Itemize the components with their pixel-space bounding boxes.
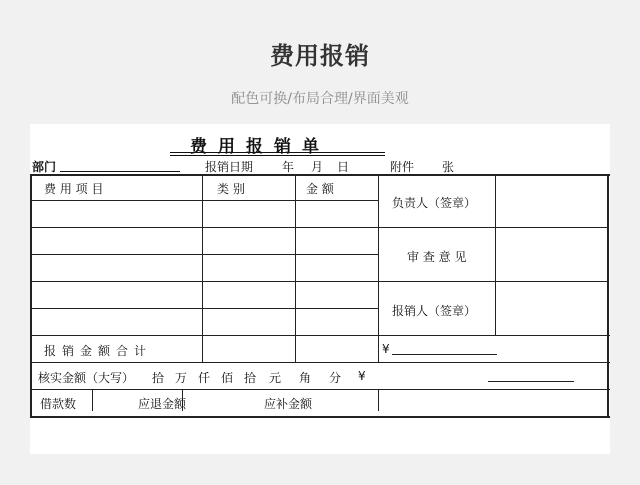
header-amount: 金 额 bbox=[306, 182, 334, 196]
day-label: 日 bbox=[337, 160, 350, 174]
grid-line bbox=[378, 174, 379, 362]
year-label: 年 bbox=[282, 160, 295, 174]
grid-line bbox=[378, 227, 608, 228]
unit-bai: 佰 bbox=[221, 371, 234, 385]
responsible-label: 负责人（签章） bbox=[392, 196, 477, 210]
review-label: 审 查 意 见 bbox=[407, 250, 467, 264]
supplement-label: 应补金额 bbox=[264, 397, 313, 411]
total-amount-field[interactable] bbox=[392, 354, 497, 355]
header-item: 费 用 项 目 bbox=[44, 182, 104, 196]
expense-form-sheet bbox=[30, 124, 610, 454]
verified-label: 核实金额（大写） bbox=[38, 371, 135, 385]
attach-label: 附件 bbox=[390, 160, 415, 174]
grid-line bbox=[607, 174, 609, 417]
grid-line bbox=[202, 174, 203, 362]
page-subtitle: 配色可换/布局合理/界面美观 bbox=[231, 91, 409, 107]
unit-yen: ¥ bbox=[358, 369, 366, 383]
unit-yuan: 元 bbox=[269, 371, 282, 385]
sheet-unit-label: 张 bbox=[442, 160, 455, 174]
unit-qian: 仟 bbox=[198, 371, 211, 385]
page-title: 费用报销 bbox=[270, 42, 370, 70]
grid-line bbox=[30, 308, 378, 309]
grid-line bbox=[378, 281, 608, 282]
form-grid bbox=[30, 124, 610, 454]
total-label: 报销金额合计 bbox=[44, 344, 153, 358]
form-title: 费用报销单 bbox=[190, 137, 330, 157]
loan-label: 借款数 bbox=[40, 397, 77, 411]
grid-line bbox=[92, 389, 93, 411]
currency-symbol: ¥ bbox=[382, 342, 390, 356]
grid-line bbox=[30, 389, 610, 390]
unit-fen: 分 bbox=[329, 371, 342, 385]
grid-line bbox=[30, 416, 610, 418]
grid-line bbox=[30, 200, 378, 201]
verified-amount-field[interactable] bbox=[488, 381, 574, 382]
grid-line bbox=[30, 174, 32, 417]
grid-line bbox=[378, 389, 379, 411]
grid-line bbox=[295, 174, 296, 362]
unit-jiao: 角 bbox=[299, 371, 312, 385]
header-category: 类 别 bbox=[217, 182, 245, 196]
month-label: 月 bbox=[311, 160, 324, 174]
date-label: 报销日期 bbox=[205, 160, 254, 174]
grid-line bbox=[30, 362, 610, 363]
grid-line bbox=[30, 254, 378, 255]
claimant-label: 报销人（签章） bbox=[392, 304, 477, 318]
grid-line bbox=[30, 227, 378, 228]
grid-line bbox=[495, 174, 496, 335]
unit-wan: 万 bbox=[175, 371, 188, 385]
grid-line bbox=[30, 335, 610, 336]
dept-label: 部门 bbox=[32, 160, 57, 174]
unit-shi-1: 拾 bbox=[152, 371, 165, 385]
refund-label: 应退金额 bbox=[138, 397, 187, 411]
grid-line bbox=[30, 174, 610, 176]
grid-line bbox=[30, 281, 378, 282]
unit-shi-2: 拾 bbox=[244, 371, 257, 385]
